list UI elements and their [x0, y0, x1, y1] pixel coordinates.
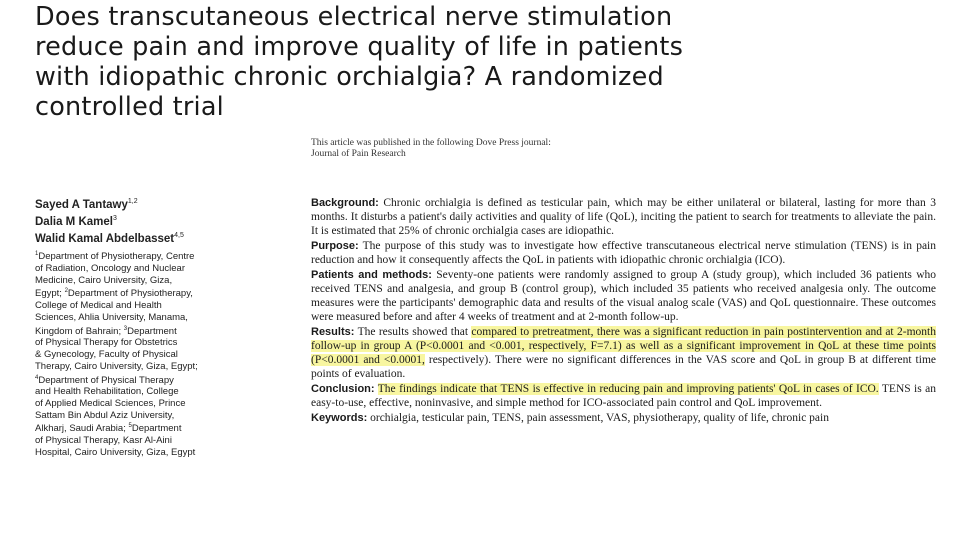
author: Walid Kamal Abdelbasset$^{4,5}$: [35, 231, 184, 245]
affiliation-line: Egypt; $^2$Department of Physiotherapy,: [35, 288, 193, 300]
author: Sayed A Tantawy$^{1,2}$: [35, 198, 138, 211]
affiliation-line: College of Medical and Health: [35, 300, 162, 312]
abstract-conclusion: Conclusion: The findings indicate that TENS is effective in reducing pain and improving patients' QoL in cases of ICO. TENS is an easy-to-use, effective, noninvasive, and simple method for ICO-associated pain control and QoL improvement.: [311, 383, 936, 409]
affiliation-line: Kingdom of Bahrain; $^3$Department: [35, 325, 177, 337]
affiliation-line: of Radiation, Oncology and Nuclear: [35, 262, 185, 274]
affiliation-line: Therapy, Cairo University, Giza, Egypt;: [35, 360, 198, 372]
affiliation-line: $^1$Department of Physiotherapy, Centre: [35, 251, 195, 263]
title-line: controlled trial: [35, 92, 224, 122]
title-line: Does transcutaneous electrical nerve stimulation: [35, 2, 673, 32]
publication-note: [311, 138, 551, 160]
affiliation-line: Hospital, Cairo University, Giza, Egypt: [35, 447, 196, 459]
affiliation-line: Sciences, Ahlia University, Manama,: [35, 311, 188, 323]
affiliation-line: & Gynecology, Faculty of Physical: [35, 349, 178, 361]
title-line: reduce pain and improve quality of life in patients: [35, 32, 684, 62]
journal-name: Journal of Pain Research: [311, 149, 406, 159]
affiliation-line: and Health Rehabilitation, College: [35, 386, 179, 398]
highlighted-text: The findings indicate that TENS is effective in reducing pain and improving patients' QoL in cases of ICO.: [377, 383, 879, 395]
affiliations: [35, 249, 290, 459]
abstract-background: Background: Chronic orchialgia is defined as testicular pain, which may be either unilateral or bilateral, lasting for more than 3 months. It disturbs a patient's daily activities and quality of life (QoL), inciting the patient to search for treatments to alleviate the pain. It is estimated that 25% of chronic orchialgia cases are idiopathic.: [311, 197, 937, 237]
affiliation-line: of Applied Medical Sciences, Prince: [35, 398, 186, 410]
affiliation-line: Alkharj, Saudi Arabia; $^5$Department: [35, 423, 182, 435]
author-list: [35, 195, 184, 245]
affiliation-line: $^4$Department of Physical Therapy: [35, 374, 174, 386]
abstract-purpose: Purpose: The purpose of this study was to investigate how effective transcutaneous electrical nerve stimulation (TENS) is in pain reduction and how it consequently affects the QoL in patients with idiopathic chronic orchialgia (ICO).: [311, 240, 936, 266]
abstract-keywords: Keywords: orchialgia, testicular pain, TENS, pain assessment, VAS, physiotherapy, quality of life, chronic pain: [311, 412, 829, 424]
highlighted-text: compared to pretreatment, there was a significant reduction in pain postintervention and at 2-month follow-up in group A (P<0.0001 and <0.001, respectively, F=7.1) as well as a significant improvement in QoL at these time points (P<0.0001 and <0.0001,: [311, 326, 936, 366]
affiliation-line: Medicine, Cairo University, Giza,: [35, 274, 173, 286]
affiliation-line: Sattam Bin Abdul Aziz University,: [35, 409, 175, 421]
publication-note-line: This article was published in the following Dove Press journal:: [311, 138, 551, 148]
abstract-results: Results: The results showed that compared to pretreatment, there was a significant reduction in pain postintervention and at 2-month follow-up in group A (P<0.0001 and <0.001, respectively, F=7.1) as well as a significant improvement in QoL at these time points (P<0.0001 and <0.0001, respectively). There were no significant differences in the VAS score and QoL in group B at different time points of evaluation.: [311, 326, 936, 380]
author: Dalia M Kamel$^3$: [35, 214, 117, 228]
article-title: [35, 2, 945, 122]
abstract: [311, 196, 936, 426]
affiliation-line: of Physical Therapy, Kasr Al-Aini: [35, 435, 172, 447]
abstract-methods: Patients and methods: Seventy-one patients were randomly assigned to group A (study group), which included 36 patients who received TENS and analgesia, and group B (control group), which included 35 patients who received analgesia only. The outcome measures were the participants' demographic data and results of the visual analog scale (VAS) and QoL questionnaire. These outcomes were measured before and after 4 weeks of treatment and at 2-month follow-up.: [311, 269, 936, 323]
title-line: with idiopathic chronic orchialgia? A randomized: [35, 62, 664, 92]
affiliation-line: of Physical Therapy for Obstetrics: [35, 337, 178, 349]
